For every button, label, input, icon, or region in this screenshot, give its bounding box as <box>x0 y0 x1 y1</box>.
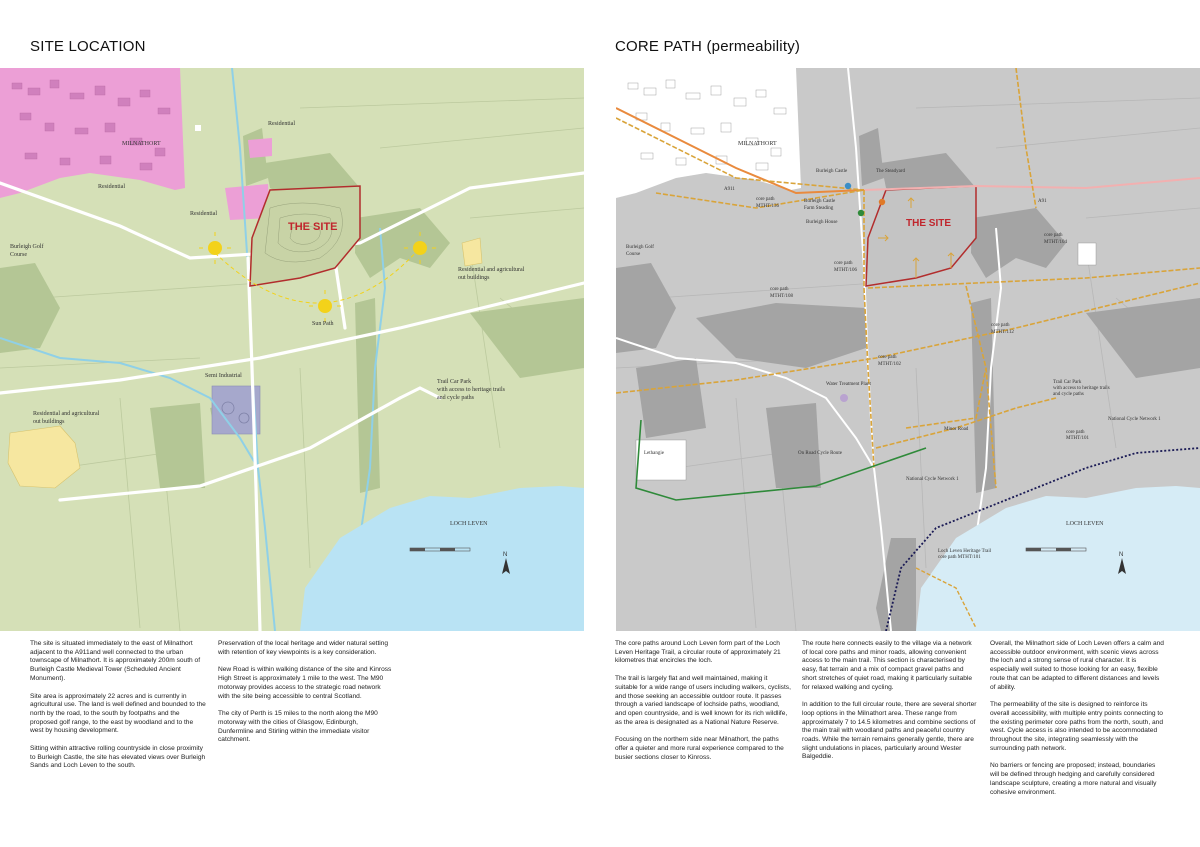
label-burleigh-farm-1: Burleigh Castle <box>804 199 836 204</box>
label-trail-car-park-2: with access to heritage trails <box>437 387 505 393</box>
paragraph: No barriers or fencing are proposed; instead, boundaries will be defined through hedging and carefully considered landscape sculpture, creating a more natural and visually cohesive environment. <box>990 762 1157 796</box>
label-water-treatment: Water Treatment Plant <box>826 382 871 387</box>
label-national-cycle-north: National Cycle Network 1 <box>1108 417 1161 422</box>
paragraph: Preservation of the local heritage and wider natural setting with retention of key viewpoints is a key consideration. <box>218 640 389 656</box>
label-core-path-106-1: core path <box>834 261 853 266</box>
steadyard-marker <box>879 199 885 205</box>
paragraph: Site area is approximately 22 acres and is currently in agricultural use. The land is well defined and bounded to the north by the road, to the south by footpaths and the proposed golf range, to the east by woodland and to the west by housing development. <box>30 692 206 735</box>
label-core-path-136-2: MTHT/136 <box>756 204 780 209</box>
burleigh-house-marker <box>858 210 864 216</box>
paragraph: In addition to the full circular route, there are several shorter loop options in the Milnathort area. These range from approximately 7 to 14.5 kilometres and combine sections of the main trail with woodland paths and peaceful country roads. While the terrain remains generally gentle, there are slight undulations in places, particularly around Wester Balgeddie. <box>802 701 977 761</box>
label-residential-centre: Residential <box>190 211 217 217</box>
label-core-path-101-1: core path <box>1066 430 1085 435</box>
label-res-agri-west-1: Residential and agricultural <box>33 411 100 417</box>
core-path-heading: CORE PATH (permeability) <box>615 38 801 55</box>
paragraph: The core paths around Loch Leven form part of the Loch Leven Heritage Trail, a circular route of approximately 21 kilometres that encircles the loch. <box>615 640 781 665</box>
label-sun-path: Sun Path <box>312 321 334 327</box>
label-golf-2: Course <box>626 252 641 257</box>
label-milnathort: MILNATHORT <box>122 141 161 147</box>
label-core-path-104-1: core path <box>1044 233 1063 238</box>
residential-north <box>248 138 272 158</box>
label-res-agri-east-1: Residential and agricultural <box>458 267 525 273</box>
label-core-path-102-1: core path <box>878 355 897 360</box>
label-steadyard: The Steadyard <box>876 169 906 174</box>
paragraph: The trail is largely flat and well maintained, making it suitable for a wide range of users including walkers, cyclists, and those seeking an accessible outdoor route. It passes through a varied landscape of lochside paths, woodland, and open countryside, and is well known for its rich wildlife, as the area is designated as a National Nature Reserve. <box>615 675 791 726</box>
label-national-cycle-south: National Cycle Network 1 <box>906 477 959 482</box>
svg-text:N: N <box>503 552 508 558</box>
label-trail-car-park-1: Trail Car Park <box>1053 380 1082 385</box>
burleigh-castle-marker <box>845 183 851 189</box>
label-res-agri-east-2: out buildings <box>458 275 490 281</box>
label-a91: A91 <box>1038 199 1047 204</box>
res-agri-east <box>462 238 482 266</box>
label-trail-car-park-3: and cycle paths <box>1053 392 1084 397</box>
text-column-1 <box>30 640 206 780</box>
label-on-road-cycle: On Road Cycle Route <box>798 451 843 456</box>
label-residential-west: Residential <box>98 184 125 190</box>
label-the-site: THE SITE <box>288 221 338 233</box>
label-the-site: THE SITE <box>906 218 952 229</box>
label-core-path-108-1: core path <box>770 287 789 292</box>
core-path-map <box>616 68 1200 631</box>
label-core-path-106-2: MTHT/106 <box>834 268 858 273</box>
label-loch-leven: LOCH LEVEN <box>450 521 488 527</box>
label-core-path-112-1: core path <box>991 323 1010 328</box>
text-column-4 <box>802 640 978 771</box>
paragraph: The permeability of the site is designed to reinforce its overall accessibility, with multiple entry points connecting to the existing perimeter core paths from the north, south, and west. Cycle access is also intended to be accommodated throughout the site, integrating seamlessly with the surrounding path network. <box>990 701 1163 752</box>
label-heritage-trail-2: core path MTHT/101 <box>938 555 981 560</box>
label-core-path-108-2: MTHT/108 <box>770 294 794 299</box>
label-core-path-112-2: MTHT/112 <box>991 330 1014 335</box>
label-burleigh-farm-2: Farm Steading <box>804 206 834 211</box>
label-trail-car-park-2: with access to heritage trails <box>1053 386 1110 391</box>
label-core-path-101-2: MTHT/101 <box>1066 436 1090 441</box>
label-minor-road: Minor Road <box>944 427 969 432</box>
site-location-map <box>0 68 584 631</box>
label-res-agri-west-2: out buildings <box>33 419 65 425</box>
label-trail-car-park-1: Trail Car Park <box>437 379 472 385</box>
label-heritage-trail-1: Loch Leven Heritage Trail <box>938 549 992 554</box>
label-trail-car-park-3: and cycle paths <box>437 395 474 401</box>
label-core-path-102-2: MTHT/102 <box>878 362 902 367</box>
label-core-path-136-1: core path <box>756 197 775 202</box>
paragraph: The city of Perth is 15 miles to the north along the M90 motorway with the cities of Glasgow, Edinburgh, Dunfermline and Stirling within the immediate visitor catchment. <box>218 710 378 744</box>
label-loch-leven: LOCH LEVEN <box>1066 521 1104 527</box>
svg-text:N: N <box>1119 552 1124 558</box>
label-burleigh-castle: Burleigh Castle <box>816 169 848 174</box>
paragraph: Overall, the Milnathort side of Loch Leven offers a calm and accessible outdoor environment, with scenic views across the loch and a strong sense of rural character. It is especially well suited to those looking for an easy, flexible route that can be adapted to different distances and levels of ability. <box>990 640 1164 691</box>
label-residential-north: Residential <box>268 121 295 127</box>
label-core-path-104-2: MTHT/104 <box>1044 240 1068 245</box>
text-column-5 <box>990 640 1166 806</box>
site-location-heading: SITE LOCATION <box>30 38 146 55</box>
paragraph: New Road is within walking distance of the site and Kinross High Street is approximately 1 mile to the west. The M90 motorway provides access to the strategic road network with the site being accessible to central Scotland. <box>218 666 392 700</box>
label-golf-1: Burleigh Golf <box>626 245 654 250</box>
label-a911: A911 <box>724 187 735 192</box>
paragraph: Sitting within attractive rolling countryside in close proximity to Burleigh Castle, the site has elevated views over Burleigh Sands and Loch Leven to the south. <box>30 745 206 770</box>
label-lethangie: Lethangie <box>644 451 664 456</box>
paragraph: The site is situated immediately to the east of Milnathort adjacent to the A911and well connected to the urban townscape of Milnathort. It is approximately 200m south of Burleigh Castle Medieval Tower (Scheduled Ancient Monument). <box>30 640 201 682</box>
label-semi-industrial: Semi Industrial <box>205 373 242 379</box>
text-column-2 <box>218 640 394 754</box>
paragraph: Focusing on the northern side near Milnathort, the paths offer a quieter and more rural experience compared to the busier sections closer to Kinross. <box>615 736 784 761</box>
label-golf-2: Course <box>10 252 27 258</box>
label-golf-1: Burleigh Golf <box>10 244 44 250</box>
paragraph: The route here connects easily to the village via a network of local core paths and minor roads, allowing convenient access to the main trail. This section is characterised by easy, flat terrain and a mix of compact gravel paths and short stretches of quiet road, making it particularly suitable for relaxed walking and cycling. <box>802 640 973 691</box>
label-burleigh-house: Burleigh House <box>806 220 838 225</box>
label-milnathort: MILNATHORT <box>738 141 777 147</box>
castle-marker <box>195 125 201 131</box>
water-treatment-marker <box>840 394 848 402</box>
text-column-3 <box>615 640 791 771</box>
